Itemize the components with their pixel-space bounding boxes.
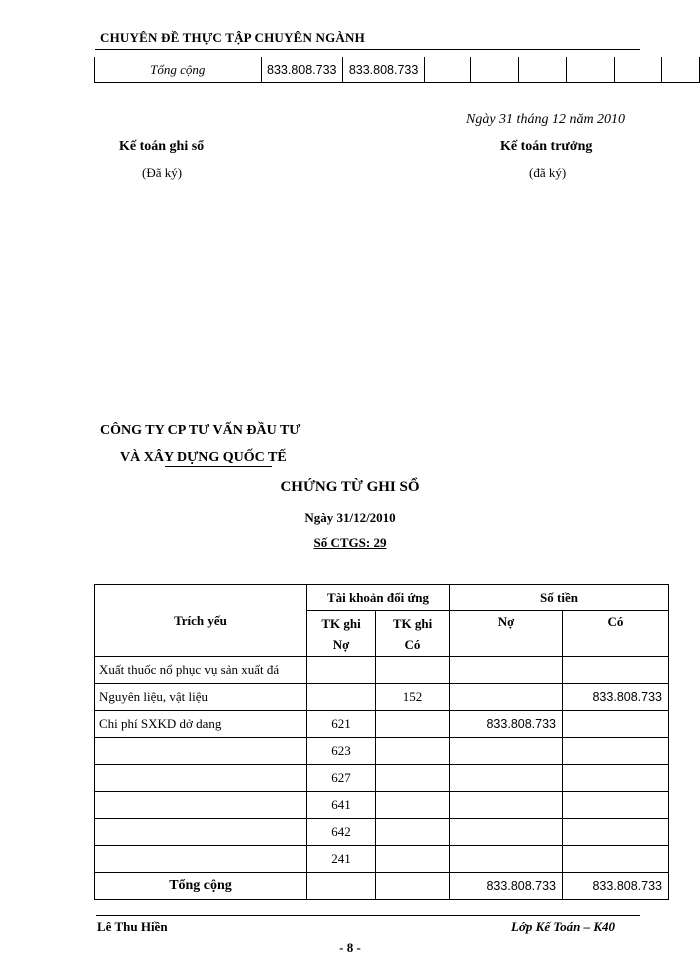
document-title: CHỨNG TỪ GHI SỔ [280, 479, 420, 495]
row-debit-amount [450, 684, 563, 711]
signature-left-note: (Đã ký) [142, 165, 183, 180]
row-tk-debit: 641 [307, 792, 376, 819]
col-header-debit: Nợ [450, 611, 563, 657]
row-description [95, 819, 307, 846]
row-debit-amount [450, 792, 563, 819]
row-description: Nguyên liệu, vật liệu [95, 684, 307, 711]
table-row [95, 792, 669, 819]
row-description: Xuất thuốc nổ phục vụ sản xuất đá [95, 657, 307, 684]
row-tk-debit [307, 657, 376, 684]
document-date: Ngày 31/12/2010 [304, 510, 396, 525]
row-description [95, 792, 307, 819]
footer-author: Lê Thu Hiền [97, 919, 168, 934]
table-row [95, 765, 669, 792]
row-credit-amount [563, 657, 669, 684]
document-number: Số CTGS: 29 [313, 535, 387, 550]
row-credit-amount [563, 819, 669, 846]
row-description [95, 738, 307, 765]
table-row [95, 846, 669, 873]
table-row [95, 819, 669, 846]
previous-table-total-row [94, 57, 700, 83]
total-credit: 833.808.733 [563, 873, 669, 900]
row-credit-amount [563, 711, 669, 738]
col-header-tk-debit-line1: TK ghi [321, 615, 361, 631]
row-tk-credit [376, 738, 450, 765]
row-description [95, 846, 307, 873]
row-tk-credit [376, 765, 450, 792]
row-tk-credit: 152 [376, 684, 450, 711]
row-description: Chi phí SXKD dở dang [95, 711, 307, 738]
signature-right-note: (đã ký) [529, 165, 567, 180]
row-credit-amount [563, 792, 669, 819]
col-header-tk-debit [307, 611, 376, 657]
col-header-tk-debit-line2: Nợ [332, 636, 350, 652]
total-debit: 833.808.733 [450, 873, 563, 900]
row-debit-amount [450, 765, 563, 792]
col-header-credit: Có [563, 611, 669, 657]
table-row [95, 738, 669, 765]
total-label: Tổng cộng [95, 873, 307, 900]
row-tk-credit [376, 711, 450, 738]
header-divider [95, 49, 640, 50]
total-empty-cell [376, 873, 450, 900]
row-credit-amount: 833.808.733 [563, 684, 669, 711]
row-tk-debit: 241 [307, 846, 376, 873]
table-row [95, 711, 669, 738]
row-credit-amount [563, 765, 669, 792]
col-header-tk-credit-line2: Có [404, 636, 421, 652]
voucher-table [94, 584, 669, 900]
row-debit-amount [450, 738, 563, 765]
col-header-accounts: Tài khoản đối ứng [307, 585, 450, 611]
row-credit-amount [563, 738, 669, 765]
company-name-line1: CÔNG TY CP TƯ VẤN ĐẦU TƯ [100, 423, 301, 438]
top-total-credit: 833.808.733 [342, 57, 424, 83]
top-total-debit: 833.808.733 [261, 57, 342, 83]
signature-left-title: Kế toán ghi sổ [119, 139, 205, 154]
row-tk-debit: 621 [307, 711, 376, 738]
row-tk-credit [376, 657, 450, 684]
col-header-tk-credit-line1: TK ghi [392, 615, 433, 631]
footer-class: Lớp Kế Toán – K40 [511, 919, 616, 934]
top-total-label: Tổng cộng [95, 57, 262, 83]
table-row [95, 657, 669, 684]
row-tk-debit [307, 684, 376, 711]
row-credit-amount [563, 846, 669, 873]
col-header-amount: Số tiền [450, 585, 669, 611]
col-header-summary: Trích yếu [95, 585, 307, 657]
row-tk-debit: 627 [307, 765, 376, 792]
row-tk-credit [376, 846, 450, 873]
row-debit-amount: 833.808.733 [450, 711, 563, 738]
company-underline [165, 466, 272, 467]
top-empty-cell [425, 57, 471, 83]
company-name-line2: VÀ XÂY DỰNG QUỐC TẾ [120, 450, 287, 465]
top-empty-cell [566, 57, 614, 83]
top-empty-cell [614, 57, 661, 83]
total-empty-cell [307, 873, 376, 900]
page-number: - 8 - [339, 940, 361, 955]
row-tk-debit: 623 [307, 738, 376, 765]
date-line: Ngày 31 tháng 12 năm 2010 [466, 112, 626, 127]
signature-right-title: Kế toán trưởng [500, 139, 593, 154]
row-description [95, 765, 307, 792]
row-tk-credit [376, 819, 450, 846]
footer-divider [96, 915, 640, 916]
row-tk-credit [376, 792, 450, 819]
top-empty-cell [662, 57, 700, 83]
top-empty-cell [471, 57, 518, 83]
row-debit-amount [450, 846, 563, 873]
row-debit-amount [450, 819, 563, 846]
table-row [95, 684, 669, 711]
col-header-tk-credit [376, 611, 450, 657]
row-tk-debit: 642 [307, 819, 376, 846]
top-empty-cell [518, 57, 566, 83]
page-header-title: CHUYÊN ĐỀ THỰC TẬP CHUYÊN NGÀNH [100, 30, 365, 45]
row-debit-amount [450, 657, 563, 684]
